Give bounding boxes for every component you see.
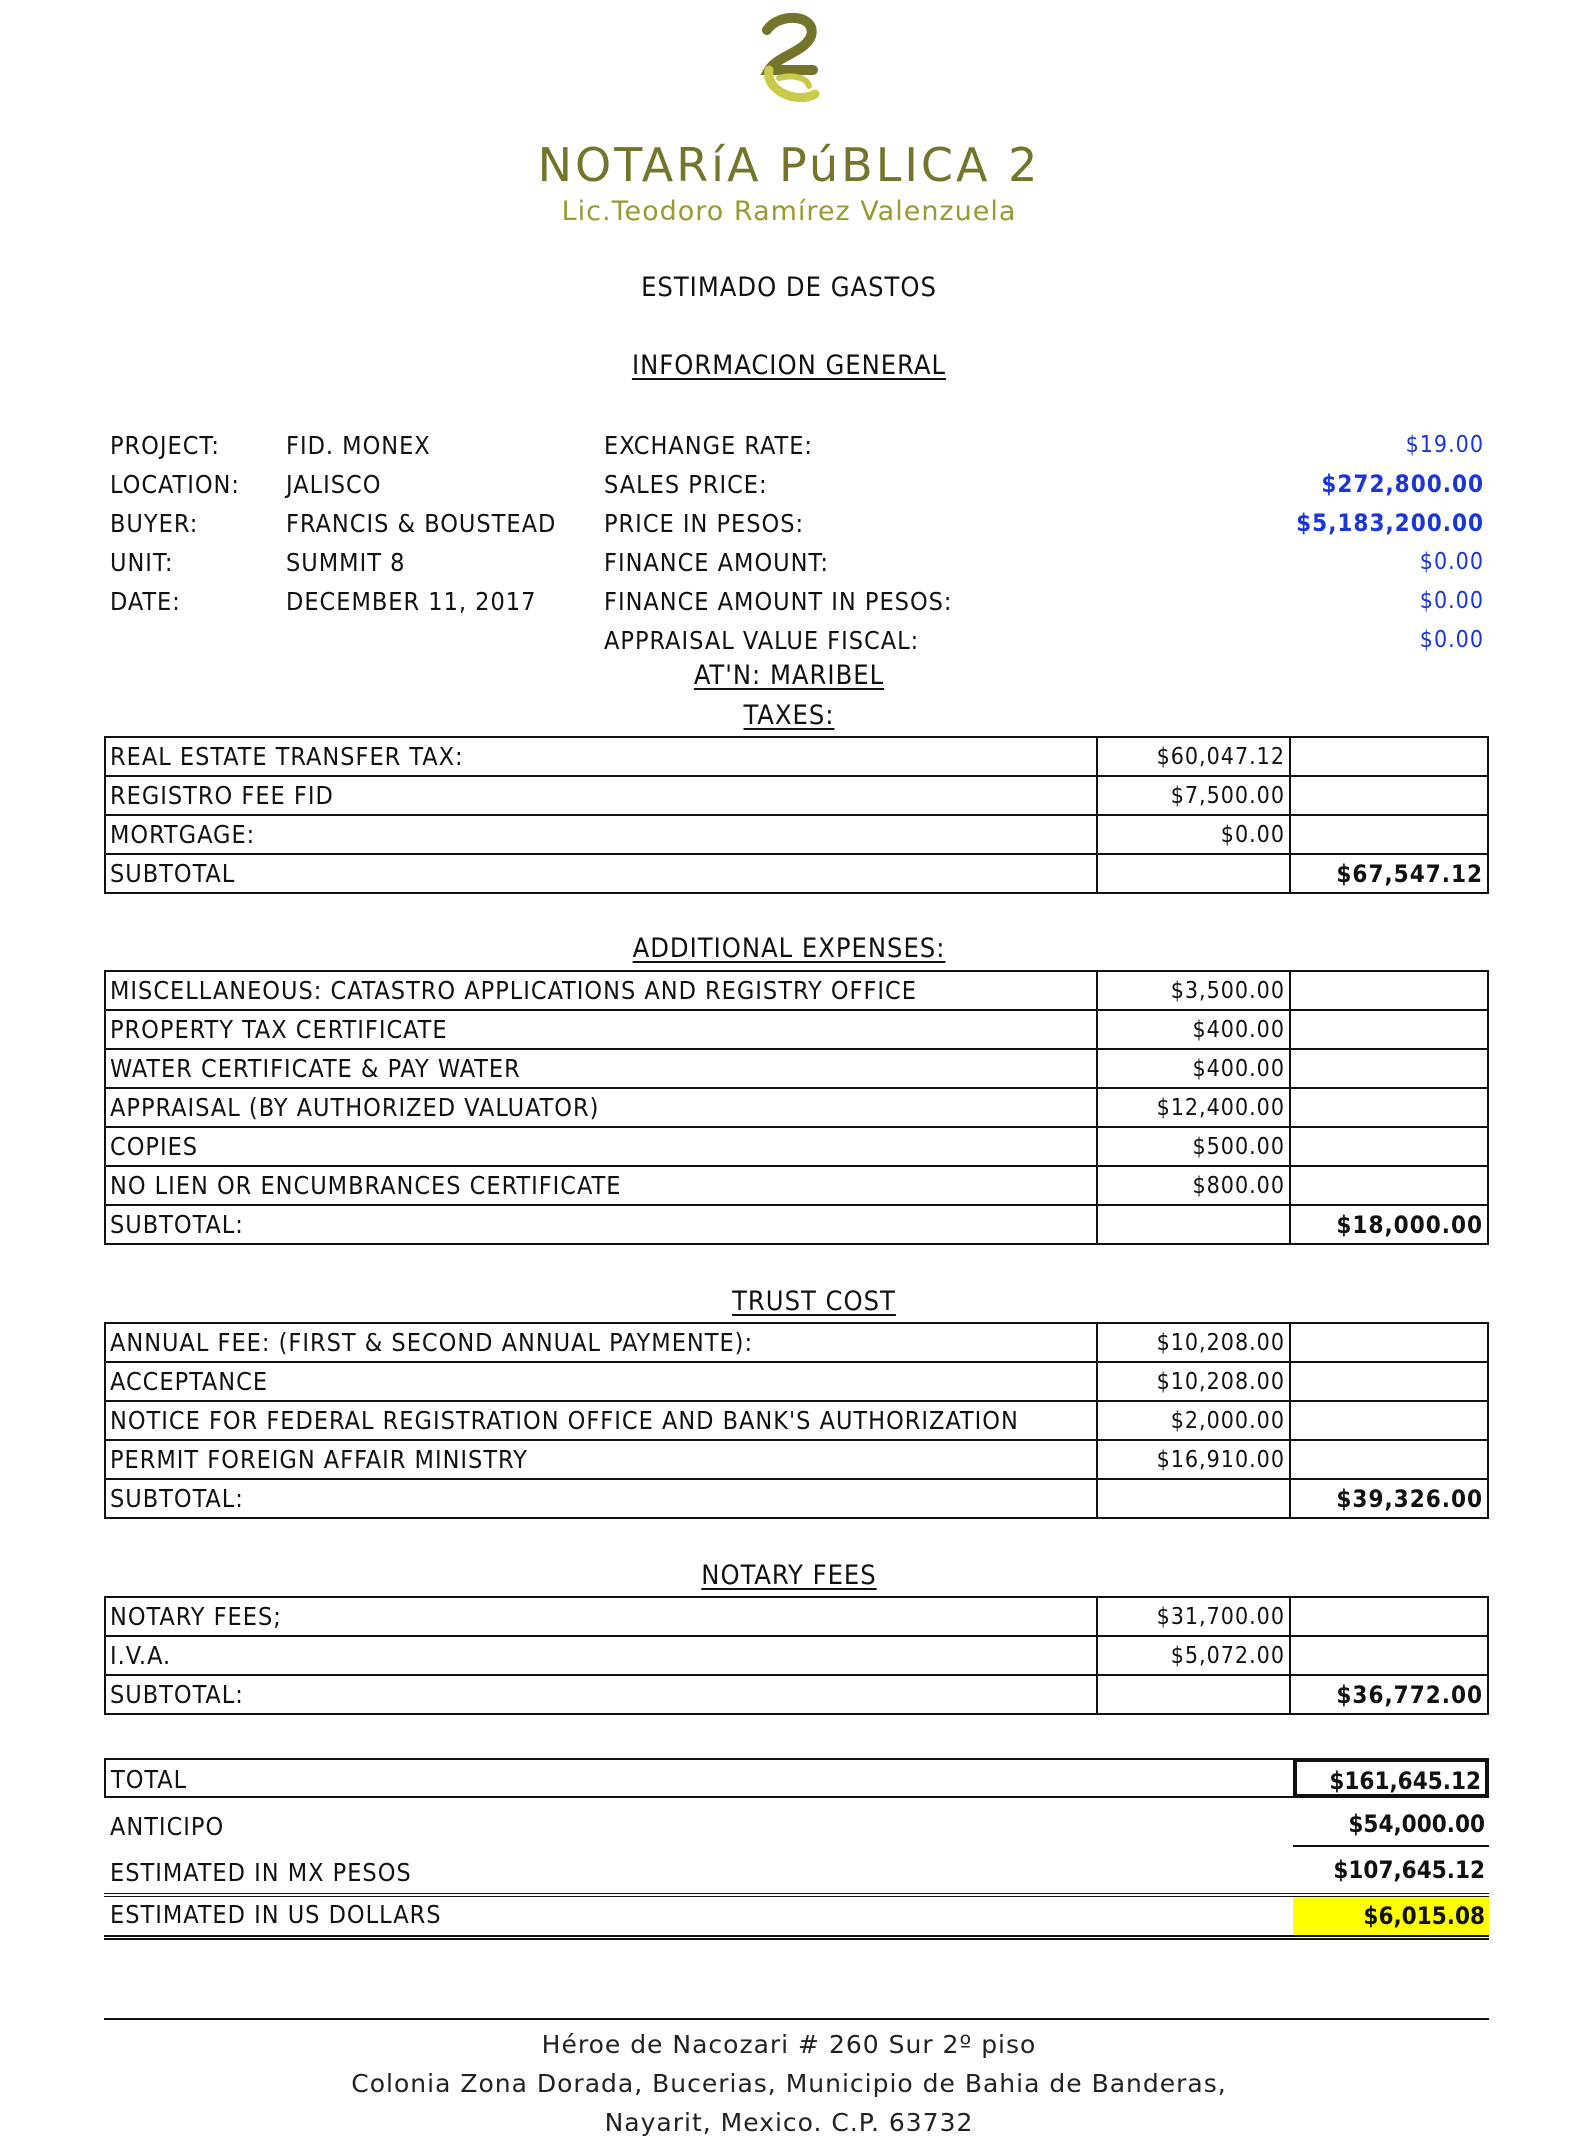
table-row: ACCEPTANCE $10,208.00 (105, 1362, 1488, 1401)
table-row: REGISTRO FEE FID $7,500.00 (105, 776, 1488, 815)
trust-cost-title: TRUST COST (732, 1286, 896, 1317)
subtotal-row: SUBTOTAL: $18,000.00 (105, 1205, 1488, 1244)
divider (1293, 1845, 1489, 1847)
info-row-project: PROJECT: FID. MONEX (110, 431, 431, 460)
trust-subtotal: $39,326.00 (1290, 1479, 1488, 1518)
trust-cost-table (104, 1322, 1489, 1519)
notary-fees-table (104, 1596, 1489, 1715)
taxes-title: TAXES: (743, 700, 835, 731)
attention-line: AT'N: MARIBEL (693, 660, 885, 691)
table-row: PERMIT FOREIGN AFFAIR MINISTRY $16,910.00 (105, 1440, 1488, 1479)
notary-fees-title: NOTARY FEES (701, 1560, 877, 1591)
info-row-buyer: BUYER: FRANCIS & BOUSTEAD (110, 509, 557, 538)
table-row: MORTGAGE: $0.00 (105, 815, 1488, 854)
subtotal-row: SUBTOTAL $67,547.12 (105, 854, 1488, 893)
general-info-title: INFORMACION GENERAL (631, 350, 947, 381)
additional-subtotal: $18,000.00 (1290, 1205, 1488, 1244)
divider (104, 1935, 1489, 1940)
footer-address-line1: Héroe de Nacozari # 260 Sur 2º piso (541, 2030, 1037, 2059)
total-label: TOTAL (111, 1765, 188, 1794)
info-row-price-pesos: PRICE IN PESOS: $5,183,200.00 (604, 509, 1484, 538)
info-row-date: DATE: DECEMBER 11, 2017 (110, 587, 537, 616)
table-row: COPIES $500.00 (105, 1127, 1488, 1166)
table-row: APPRAISAL (BY AUTHORIZED VALUATOR) $12,400.00 (105, 1088, 1488, 1127)
double-s-monogram-icon (739, 8, 839, 108)
notary-subtotal: $36,772.00 (1290, 1675, 1488, 1714)
additional-expenses-title: ADDITIONAL EXPENSES: (632, 933, 946, 964)
table-row: REAL ESTATE TRANSFER TAX: $60,047.12 (105, 737, 1488, 776)
table-row: ANNUAL FEE: (FIRST & SECOND ANNUAL PAYMENTE): $10,208.00 (105, 1323, 1488, 1362)
info-row-appraisal-fiscal: APPRAISAL VALUE FISCAL: $0.00 (604, 626, 1484, 655)
info-row-unit: UNIT: SUMMIT 8 (110, 548, 406, 577)
document-title: ESTIMADO DE GASTOS (641, 272, 937, 303)
logo (739, 8, 839, 108)
taxes-table (104, 736, 1489, 894)
table-row: I.V.A. $5,072.00 (105, 1636, 1488, 1675)
table-row: NOTARY FEES; $31,700.00 (105, 1597, 1488, 1636)
footer-address-line3: Nayarit, Mexico. C.P. 63732 (604, 2108, 974, 2137)
additional-expenses-table (104, 970, 1489, 1245)
info-row-exchange-rate: EXCHANGE RATE: $19.00 (604, 431, 1484, 460)
table-row: NO LIEN OR ENCUMBRANCES CERTIFICATE $800.00 (105, 1166, 1488, 1205)
table-row: WATER CERTIFICATE & PAY WATER $400.00 (105, 1049, 1488, 1088)
total-row (104, 1758, 1489, 1798)
info-row-finance-amount: FINANCE AMOUNT: $0.00 (604, 548, 1484, 577)
footer-divider (104, 2018, 1489, 2020)
mx-pesos-value: $107,645.12 (1333, 1856, 1485, 1884)
usd-label: ESTIMATED IN US DOLLARS (110, 1900, 442, 1929)
info-row-sales-price: SALES PRICE: $272,800.00 (604, 470, 1484, 499)
brand-title: NOTARíA PúBLICA 2 (537, 138, 1041, 192)
table-row: PROPERTY TAX CERTIFICATE $400.00 (105, 1010, 1488, 1049)
info-row-finance-pesos: FINANCE AMOUNT IN PESOS: $0.00 (604, 587, 1484, 616)
general-info-left (110, 426, 590, 621)
anticipo-label: ANTICIPO (110, 1812, 225, 1841)
general-info-right (604, 426, 1484, 660)
subtotal-row: SUBTOTAL: $36,772.00 (105, 1675, 1488, 1714)
table-row: NOTICE FOR FEDERAL REGISTRATION OFFICE AND BANK'S AUTHORIZATION $2,000.00 (105, 1401, 1488, 1440)
subtotal-row: SUBTOTAL: $39,326.00 (105, 1479, 1488, 1518)
taxes-subtotal: $67,547.12 (1290, 854, 1488, 893)
anticipo-value: $54,000.00 (1348, 1810, 1485, 1838)
mx-pesos-label: ESTIMATED IN MX PESOS (110, 1858, 412, 1887)
usd-value: $6,015.08 (1363, 1902, 1485, 1930)
brand-subtitle: Lic.Teodoro Ramírez Valenzuela (561, 196, 1017, 227)
footer-address-line2: Colonia Zona Dorada, Bucerias, Municipio de Bahia de Banderas, (351, 2069, 1227, 2098)
total-value: $161,645.12 (1293, 1758, 1489, 1798)
divider (104, 1893, 1489, 1897)
table-row: MISCELLANEOUS: CATASTRO APPLICATIONS AND REGISTRY OFFICE $3,500.00 (105, 971, 1488, 1010)
info-row-location: LOCATION: JALISCO (110, 470, 382, 499)
